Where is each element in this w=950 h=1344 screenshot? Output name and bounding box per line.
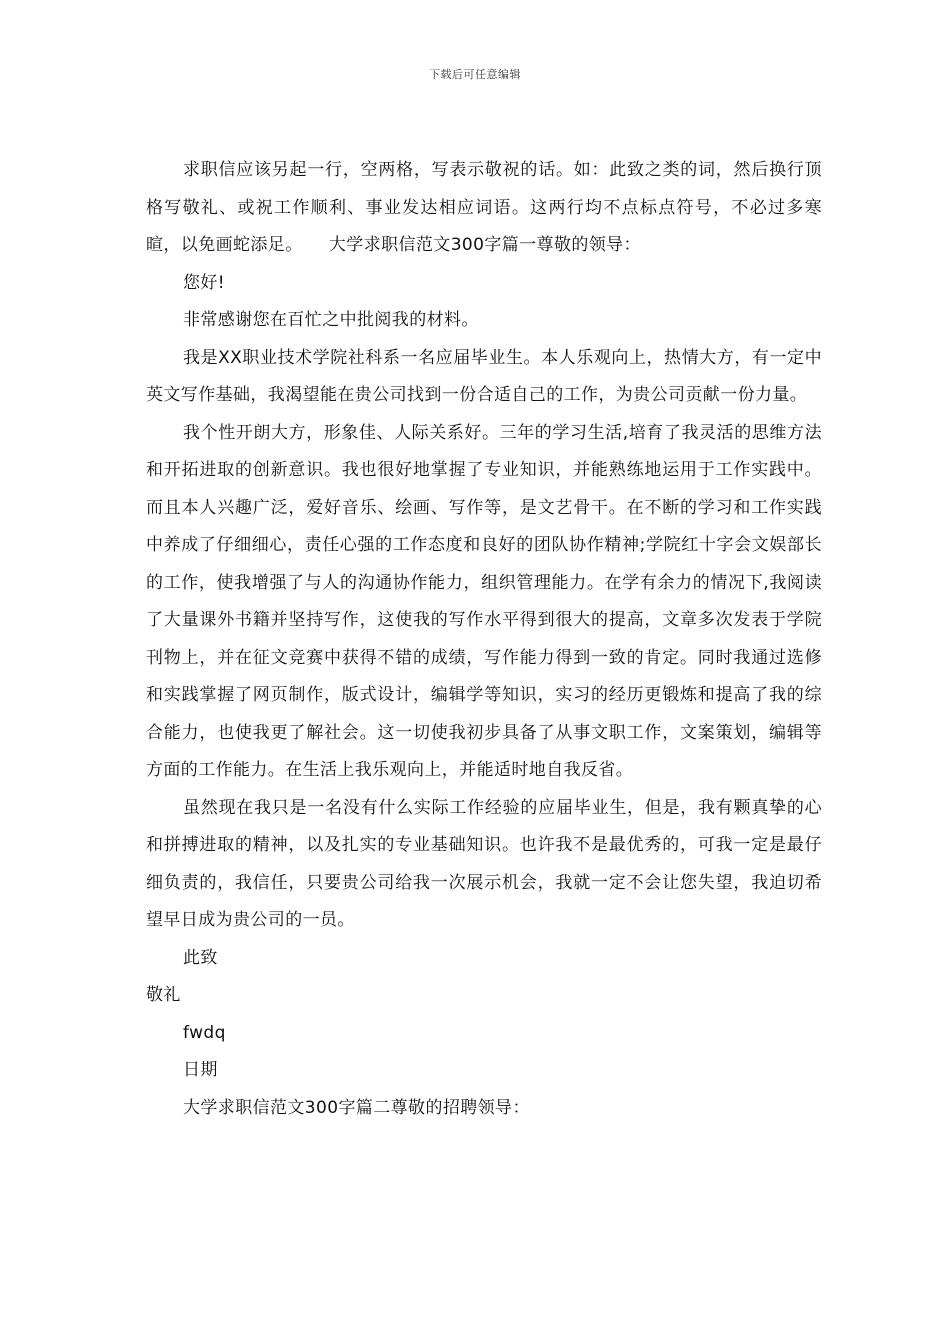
closing-cizhi: 此致 bbox=[183, 947, 218, 968]
page-header-note: 下载后可任意编辑 bbox=[429, 68, 521, 81]
paragraph-closing-instructions: 求职信应该另起一行，空两格，写表示敬祝的话。如：此致之类的词，然后换行顶格写敬礼、或祝工作顺利、事业发达相应词语。这两行均不点标点符号，不必过多寒暄，以免画蛇添足。 大学求职信范文300字篇一尊敬的领导： bbox=[146, 160, 822, 255]
paragraph-sample-two-heading: 大学求职信范文300字篇二尊敬的招聘领导： bbox=[183, 1097, 530, 1118]
closing-jingli: 敬礼 bbox=[146, 985, 181, 1005]
paragraph-personality: 我个性开朗大方，形象佳、人际关系好。三年的学习生活,培育了我灵活的思维方法和开拓进取的创新意识。我也很好地掌握了专业知识，并能熟练地运用于工作实践中。而且本人兴趣广泛，爱好音乐、绘画、写作等，是文艺骨干。在不断的学习和工作实践中养成了仔细细心，责任心强的工作态度和良好的团队协作精神;学院红十字会文娱部长的工作，使我增强了与人的沟通协作能力，组织管理能力。在学有余力的情况下,我阅读了大量课外书籍并坚持写作，这使我的写作水平得到很大的提高，文章多次发表于学院刊物上，并在征文竞赛中获得不错的成绩，写作能力得到一致的肯定。同时我通过选修和实践掌握了网页制作，版式设计，编辑学等知识，实习的经历更锻炼和提高了我的综合能力，也使我更了解社会。这一切使我初步具备了从事文职工作，文案策划，编辑等方面的工作能力。在生活上我乐观向上，并能适时地自我反省。 bbox=[146, 422, 822, 780]
signature: fwdq bbox=[183, 1022, 226, 1043]
date-label: 日期 bbox=[183, 1060, 218, 1080]
paragraph-conclusion: 虽然现在我只是一名没有什么实际工作经验的应届毕业生，但是，我有颗真挚的心和拼搏进取的精神，以及扎实的专业基础知识。也许我不是最优秀的，可我一定是最仔细负责的，我信任，只要贵公司给我一次展示机会，我就一定不会让您失望，我迫切希望早日成为贵公司的一员。 bbox=[146, 797, 822, 930]
paragraph-thanks: 非常感谢您在百忙之中批阅我的材料。 bbox=[183, 310, 479, 330]
paragraph-introduction: 我是XX职业技术学院社科系一名应届毕业生。本人乐观向上，热情大方，有一定中英文写作基础，我渴望能在贵公司找到一份合适自己的工作，为贵公司贡献一份力量。 bbox=[146, 347, 822, 405]
document-body bbox=[146, 152, 822, 1127]
greeting: 您好! bbox=[183, 272, 226, 293]
